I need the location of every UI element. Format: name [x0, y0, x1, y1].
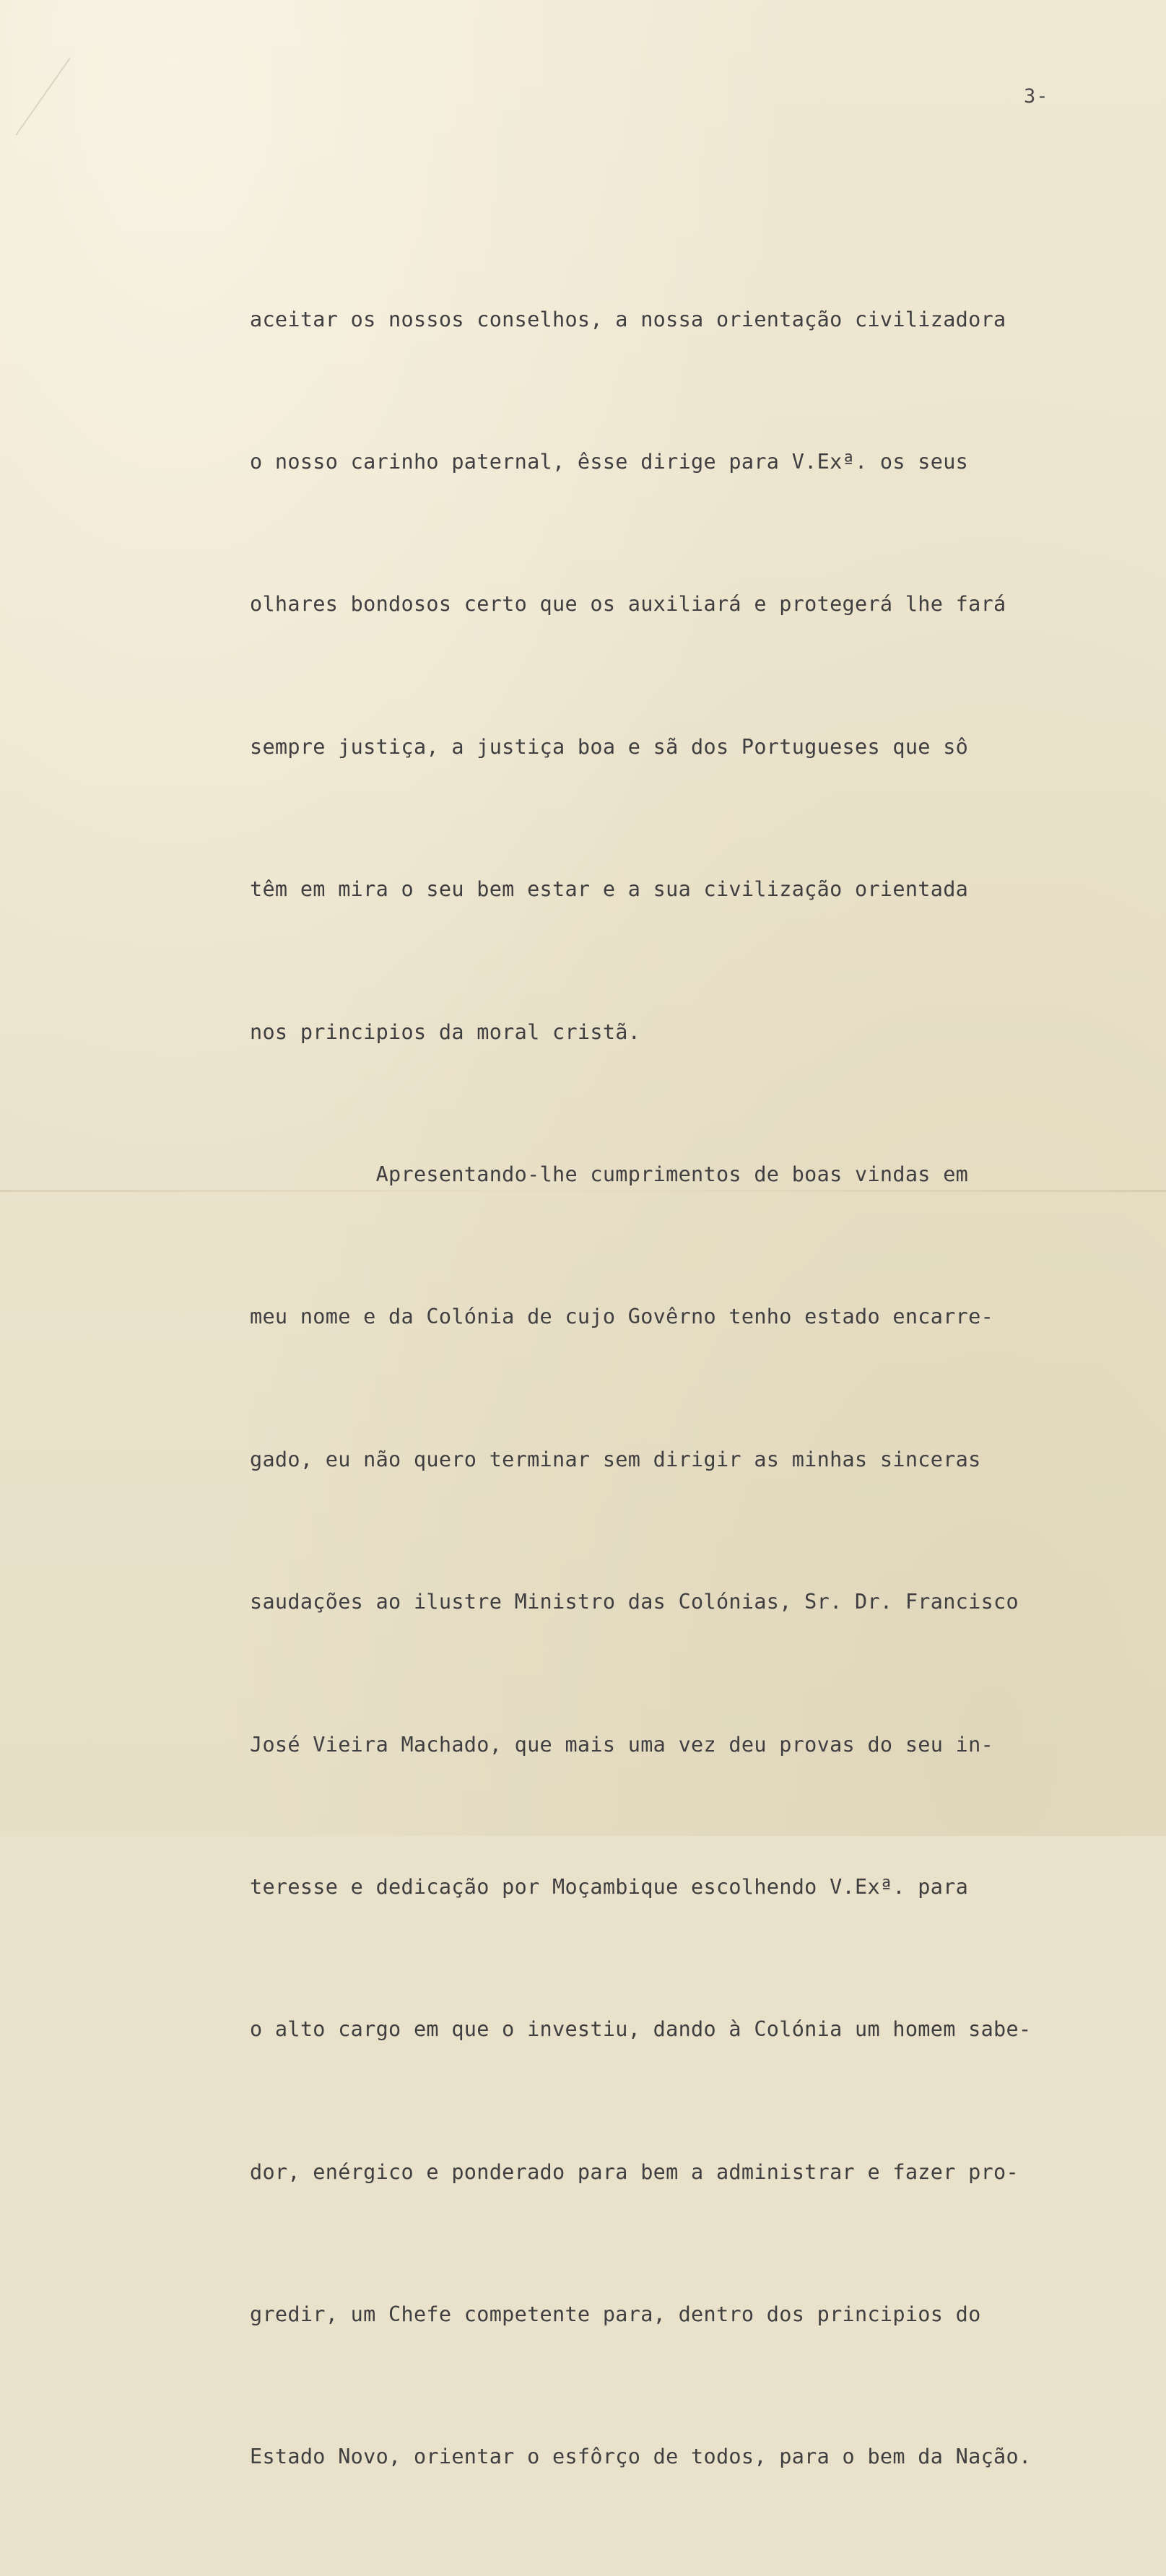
- text-line: saudações ao ilustre Ministro das Colónias, Sr. Dr. Francisco: [250, 1590, 1019, 1614]
- text-line: têm em mira o seu bem estar e a sua civilização orientada: [250, 877, 969, 902]
- text-line: dor, enérgico e ponderado para bem a administrar e fazer pro-: [250, 2159, 1019, 2184]
- text-line: o alto cargo em que o investiu, dando à Colónia um homem sabe-: [250, 2017, 1032, 2042]
- text-line: gredir, um Chefe competente para, dentro dos principios do: [250, 2302, 981, 2327]
- text-line: Estado Novo, orientar o esfôrço de todos, para o bem da Nação.: [250, 2445, 1032, 2469]
- typed-letter-body: [250, 201, 1152, 2576]
- text-line: gado, eu não quero terminar sem dirigir as minhas sinceras: [250, 1447, 981, 1471]
- text-line: olhares bondosos certo que os auxiliará e protegerá lhe fará: [250, 592, 1006, 617]
- text-line: aceitar os nossos conselhos, a nossa orientação civilizadora: [250, 307, 1006, 331]
- text-line: meu nome e da Colónia de cujo Govêrno tenho estado encarre-: [250, 1305, 994, 1329]
- text-line: nos principios da moral cristã.: [250, 1019, 641, 1044]
- text-line: sempre justiça, a justiça boa e sã dos Portugueses que sô: [250, 734, 969, 759]
- text-line: o nosso carinho paternal, êsse dirige para V.Exª. os seus: [250, 449, 969, 474]
- text-line: Apresentando-lhe cumprimentos de boas vindas em: [250, 1162, 969, 1186]
- page-number: 3-: [1024, 85, 1049, 108]
- text-line: teresse e dedicação por Moçambique escolhendo V.Exª. para: [250, 1874, 969, 1899]
- paper-crease: [15, 58, 135, 181]
- text-line: José Vieira Machado, que mais uma vez deu provas do seu in-: [250, 1732, 994, 1757]
